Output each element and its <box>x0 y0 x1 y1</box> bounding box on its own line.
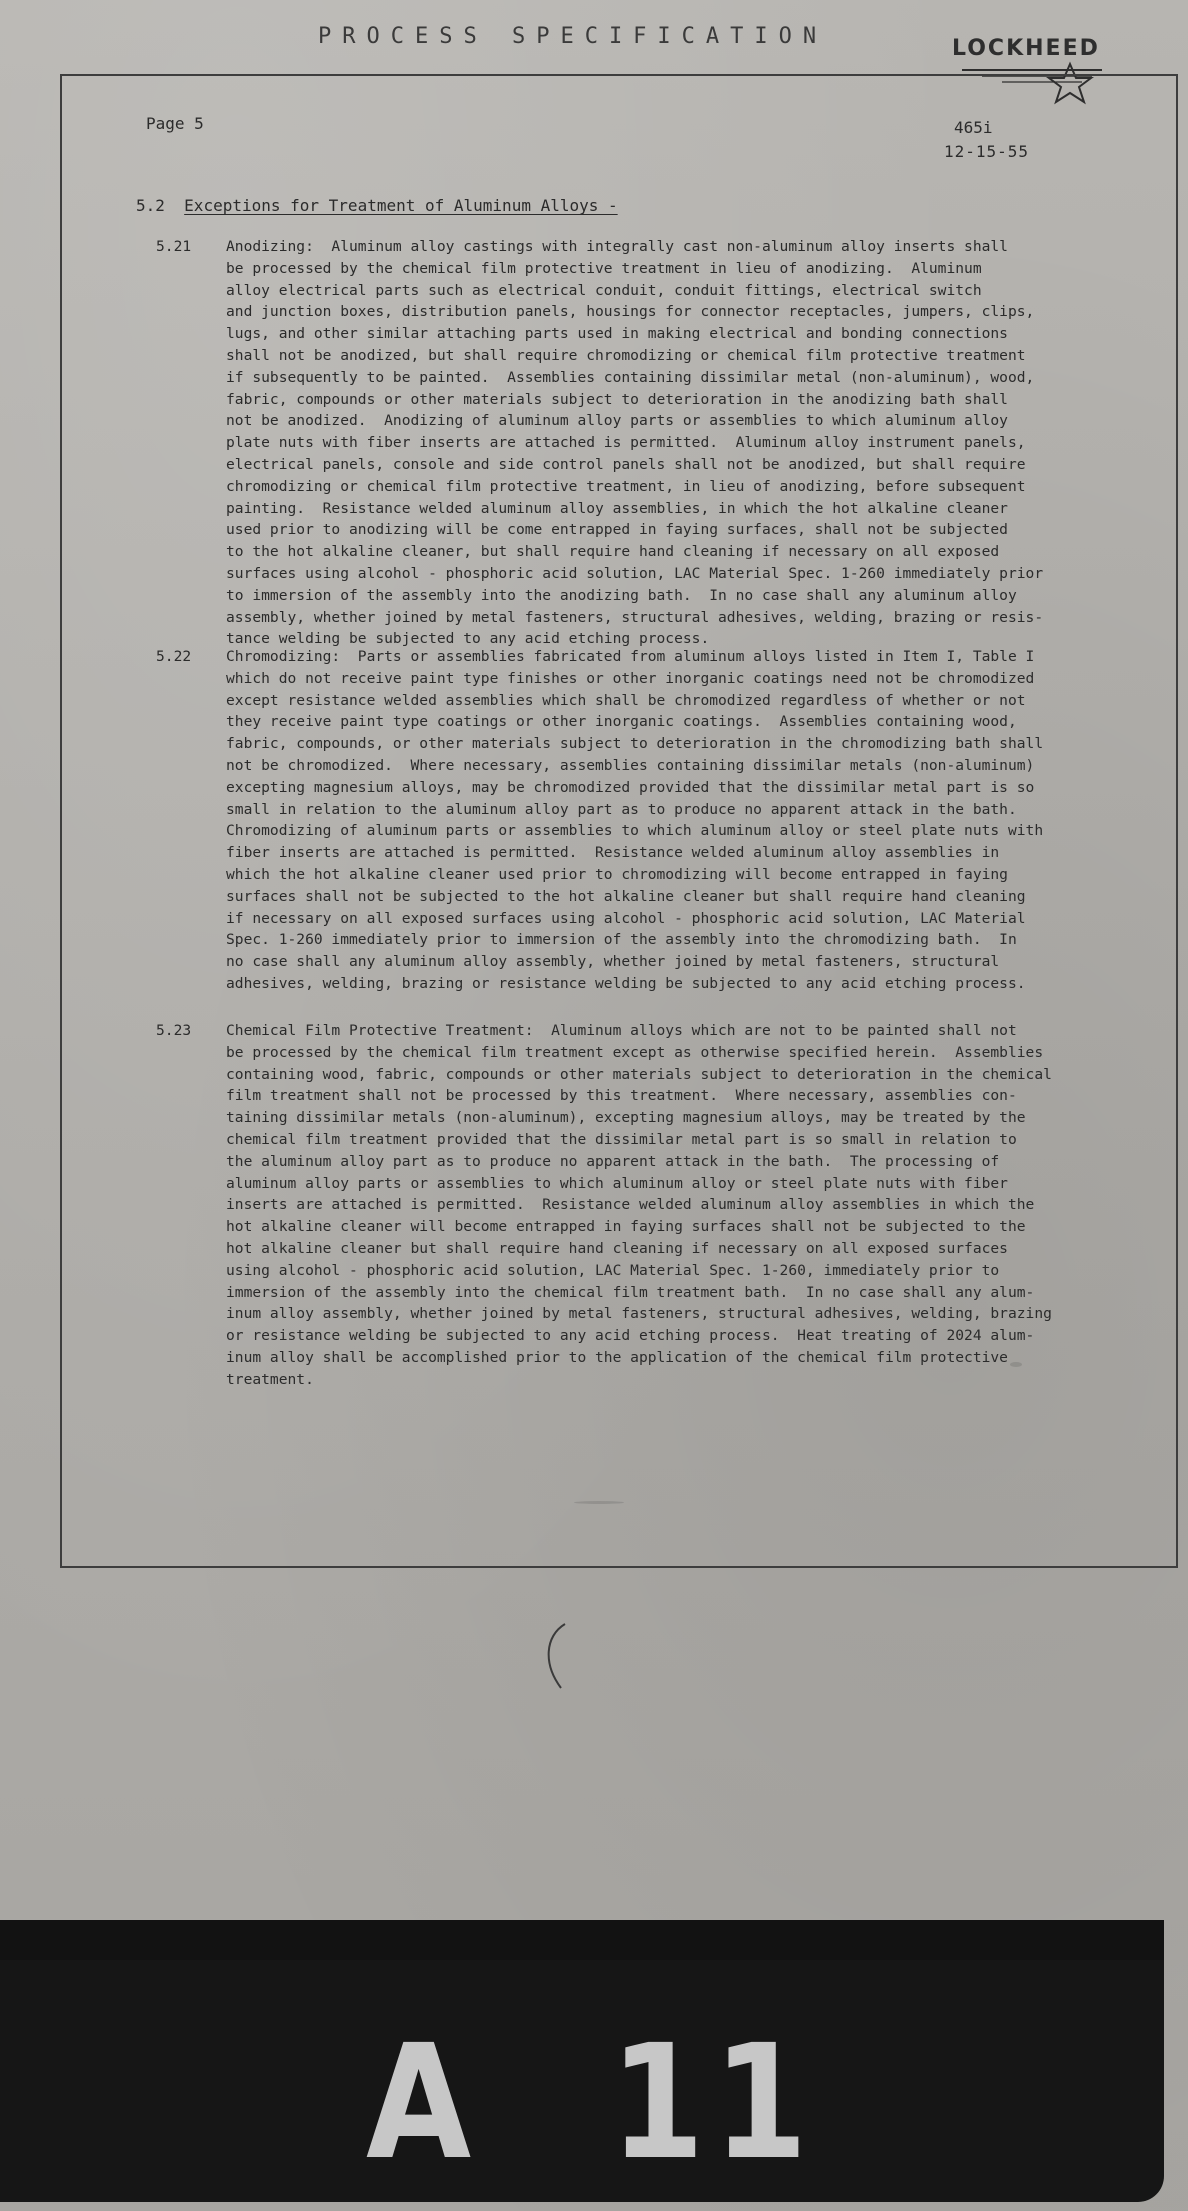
header-title: PROCESS SPECIFICATION <box>318 24 828 49</box>
paragraph-body <box>226 1020 1166 1391</box>
text-line: which do not receive paint type finishes or other inorganic coatings need not be chromodized <box>226 669 1035 687</box>
text-line: taining dissimilar metals (non-aluminum), excepting magnesium alloys, may be treated by the <box>226 1109 1026 1127</box>
text-line: Anodizing: Aluminum alloy castings with integrally cast non-aluminum alloy inserts shall <box>226 238 1008 255</box>
text-line: using alcohol - phosphoric acid solution, LAC Material Spec. 1-260, immediately prior to <box>226 1261 1000 1279</box>
text-line: small in relation to the aluminum alloy part as to produce no apparent attack in the bath. <box>226 800 1017 818</box>
paragraph-5-22 <box>156 646 1168 996</box>
text-line: fabric, compounds or other materials subject to deterioration in the anodizing bath shall <box>226 390 1008 408</box>
text-line: chemical film treatment provided that the dissimilar metal part is so small in relation to <box>226 1130 1017 1148</box>
ink-speck <box>1010 1362 1022 1367</box>
text-line: if necessary on all exposed surfaces using alcohol - phosphoric acid solution, LAC Material <box>226 909 1026 927</box>
text-line: hot alkaline cleaner will become entrapped in faying surfaces shall not be subjected to the <box>226 1218 1026 1236</box>
text-line: Chemical Film Protective Treatment: Aluminum alloys which are not to be painted shall not <box>226 1022 1017 1039</box>
text-line: inum alloy shall be accomplished prior to the application of the chemical film protective <box>226 1348 1008 1366</box>
text-line: fabric, compounds, or other materials subject to deterioration in the chromodizing bath shall <box>226 735 1044 753</box>
text-line: chromodizing or chemical film protective treatment, in lieu of anodizing, before subsequent <box>226 477 1026 495</box>
text-line: alloy electrical parts such as electrical conduit, conduit fittings, electrical switch <box>226 281 982 299</box>
text-line: containing wood, fabric, compounds or other materials subject to deterioration in the chemical <box>226 1065 1052 1083</box>
text-line: Chromodizing of aluminum parts or assemblies to which aluminum alloy or steel plate nuts with <box>226 822 1044 840</box>
text-line: surfaces using alcohol - phosphoric acid solution, LAC Material Spec. 1-260 immediately prior <box>226 564 1044 582</box>
text-line: treatment. <box>226 1370 314 1388</box>
text-line: shall not be anodized, but shall require chromodizing or chemical film protective treatment <box>226 346 1026 364</box>
text-line: painting. Resistance welded aluminum alloy assemblies, in which the hot alkaline cleaner <box>226 499 1008 517</box>
text-line: Spec. 1-260 immediately prior to immersion of the assembly into the chromodizing bath. In <box>226 931 1017 949</box>
paragraph-number: 5.23 <box>156 1022 192 1039</box>
text-line: adhesives, welding, brazing or resistance welding be subjected to any acid etching process. <box>226 974 1026 992</box>
text-line: to the hot alkaline cleaner, but shall require hand cleaning if necessary on all exposed <box>226 543 1000 561</box>
text-line: and junction boxes, distribution panels, housings for connector receptacles, jumpers, clips, <box>226 303 1035 321</box>
text-line: the aluminum alloy part as to produce no apparent attack in the bath. The processing of <box>226 1152 1000 1170</box>
text-line: lugs, and other similar attaching parts used in making electrical and bonding connections <box>226 325 1008 343</box>
text-line: immersion of the assembly into the chemical film treatment bath. In no case shall any alum- <box>226 1283 1035 1301</box>
text-line: excepting magnesium alloys, may be chromodized provided that the dissimilar metal part is so <box>226 778 1035 796</box>
text-line: Chromodizing: Parts or assemblies fabricated from aluminum alloys listed in Item I, Table I <box>226 648 1035 665</box>
text-line: to immersion of the assembly into the anodizing bath. In no case shall any aluminum alloy <box>226 586 1017 604</box>
text-line: electrical panels, console and side control panels shall not be anodized, but shall require <box>226 455 1026 473</box>
section-number: 5.2 <box>136 196 165 215</box>
text-line: tance welding be subjected to any acid etching process. <box>226 630 710 648</box>
text-line: which the hot alkaline cleaner used prior to chromodizing will become entrapped in faying <box>226 865 1008 883</box>
text-line: surfaces shall not be subjected to the hot alkaline cleaner but shall require hand cleaning <box>226 887 1026 905</box>
ink-speck <box>574 1501 624 1504</box>
paragraph-number: 5.21 <box>156 238 192 255</box>
document-date: 12-15-55 <box>944 142 1030 161</box>
document-number: 465i <box>954 118 993 137</box>
text-line: fiber inserts are attached is permitted. Resistance welded aluminum alloy assemblies in <box>226 844 1000 862</box>
text-line: inserts are attached is permitted. Resistance welded aluminum alloy assemblies in which the <box>226 1196 1035 1214</box>
text-line: assembly, whether joined by metal fasteners, structural adhesives, welding, brazing or resis- <box>226 608 1044 626</box>
paragraph-5-23 <box>156 1020 1168 1388</box>
film-label-band <box>0 1920 1164 2202</box>
text-line: aluminum alloy parts or assemblies to which aluminum alloy or steel plate nuts with fiber <box>226 1174 1008 1192</box>
page-label: Page 5 <box>146 114 204 133</box>
text-line: not be anodized. Anodizing of aluminum alloy parts or assemblies to which aluminum alloy <box>226 412 1008 430</box>
text-line: not be chromodized. Where necessary, assemblies containing dissimilar metals (non-aluminum) <box>226 756 1035 774</box>
text-line: be processed by the chemical film protective treatment in lieu of anodizing. Aluminum <box>226 259 982 277</box>
pencil-mark-icon <box>535 1618 575 1708</box>
paragraph-5-21 <box>156 236 1168 648</box>
section-heading <box>136 196 618 215</box>
text-line: used prior to anodizing will be come entrapped in faying surfaces, shall not be subjected <box>226 521 1008 539</box>
text-line: they receive paint type coatings or other inorganic coatings. Assemblies containing wood, <box>226 713 1017 731</box>
text-line: be processed by the chemical film treatment except as otherwise specified herein. Assemblies <box>226 1043 1044 1061</box>
text-line: plate nuts with fiber inserts are attached is permitted. Aluminum alloy instrument panels, <box>226 434 1026 452</box>
text-line: no case shall any aluminum alloy assembly, whether joined by metal fasteners, structural <box>226 953 1000 971</box>
paragraph-number: 5.22 <box>156 648 192 665</box>
frame-code-letter: A <box>366 2011 472 2195</box>
text-line: hot alkaline cleaner but shall require hand cleaning if necessary on all exposed surfaces <box>226 1239 1008 1257</box>
text-line: or resistance welding be subjected to any acid etching process. Heat treating of 2024 alum- <box>226 1327 1035 1345</box>
section-title: Exceptions for Treatment of Aluminum Alloys - <box>184 196 618 215</box>
text-line: inum alloy assembly, whether joined by metal fasteners, structural adhesives, welding, brazing <box>226 1305 1052 1323</box>
text-line: film treatment shall not be processed by this treatment. Where necessary, assemblies con- <box>226 1087 1017 1105</box>
logo-text: LOCKHEED <box>952 36 1100 61</box>
paragraph-body <box>226 646 1166 995</box>
text-line: if subsequently to be painted. Assemblies containing dissimilar metal (non-aluminum), wood, <box>226 368 1035 386</box>
band-stripe <box>0 1920 1164 1960</box>
frame-code-number: 11 <box>610 2011 817 2195</box>
paragraph-body <box>226 236 1166 650</box>
text-line: except resistance welded assemblies which shall be chromodized regardless of whether or not <box>226 691 1026 709</box>
